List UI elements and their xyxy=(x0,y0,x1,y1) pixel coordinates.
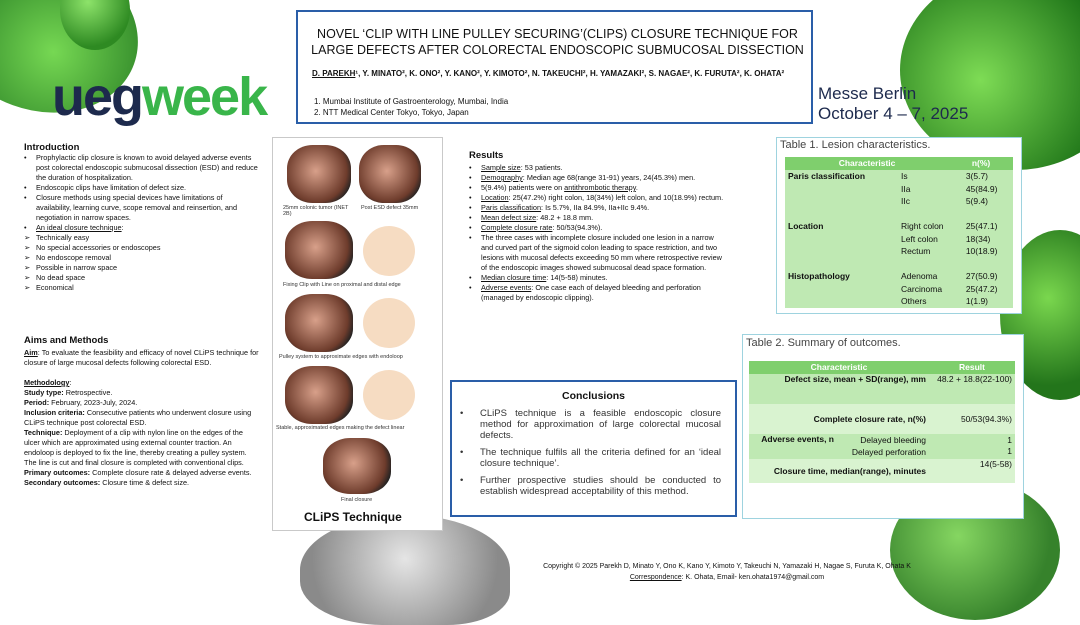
poster-title xyxy=(310,26,805,58)
table-row xyxy=(785,170,1013,183)
table-header-row xyxy=(785,157,1013,170)
table-1-box xyxy=(776,137,1022,314)
table-row xyxy=(785,195,1013,208)
conclusions-heading: Conclusions xyxy=(561,390,625,402)
inclusion-criteria: Inclusion criteria: Consecutive patients who underwent closure using CLiPS technique post colorectal ESD. xyxy=(24,408,252,427)
table-cell: 48.2 + 18.8(22-100) xyxy=(937,373,1012,384)
table-cell: IIc xyxy=(901,196,910,207)
technique-figure xyxy=(272,137,443,531)
table-cell: Is xyxy=(901,171,908,182)
table-cell xyxy=(898,258,963,271)
conclusions-list xyxy=(452,408,735,497)
table-cell: 5(9.4) xyxy=(965,196,989,207)
column-header: Result xyxy=(929,361,1015,374)
table-cell: Complete closure rate, n(%) xyxy=(813,413,926,424)
table-cell xyxy=(963,208,1013,221)
table-cell xyxy=(785,295,898,308)
outcomes-table xyxy=(749,361,1015,483)
list-item: • Adverse events: One case each of delayed bleeding and perforation (managed by endoscopic clipping). xyxy=(469,283,701,302)
table-row xyxy=(749,374,1015,404)
table-header-row xyxy=(749,361,1015,374)
title-line: LARGE DEFECTS AFTER COLORECTAL ENDOSCOPIC SUBMUCOSAL DISSECTION xyxy=(311,43,804,57)
list-item: ➢ No special accessories or endoscopes xyxy=(24,243,161,252)
figure-label: CLiPS Technique xyxy=(304,510,402,524)
table-cell: Carcinoma xyxy=(901,283,943,294)
table-cell xyxy=(785,183,898,196)
table-cell: 1(1.9) xyxy=(965,296,989,307)
table-cell xyxy=(785,208,898,221)
methods-heading: Aims and Methods xyxy=(24,335,109,346)
table-row xyxy=(785,283,1013,296)
list-item: • Sample size: 53 patients. xyxy=(469,163,563,172)
title-box xyxy=(296,10,813,124)
column-header: Characteristic xyxy=(785,157,949,170)
affiliation: 2. NTT Medical Center Tokyo, Tokyo, Japan xyxy=(314,108,469,117)
footer xyxy=(517,561,937,583)
methods-section xyxy=(24,336,259,488)
endoscopy-photo xyxy=(359,145,421,203)
table-cell: 3(5.7) xyxy=(965,171,989,182)
list-item: • Endoscopic clips have limitation of defect size. xyxy=(24,183,187,192)
table-cell: IIa xyxy=(901,183,911,194)
table-cell: 14(5-58) xyxy=(979,458,1012,469)
list-item: ➢ Economical xyxy=(24,283,74,292)
introduction-heading: Introduction xyxy=(24,142,80,153)
introduction-section xyxy=(24,143,259,293)
list-item: • CLiPS technique is a feasible endoscopic closure method for approximation of large colorectal mucosal defects. xyxy=(460,408,721,441)
decorative-liver-graphic xyxy=(300,515,510,625)
introduction-list xyxy=(24,153,259,293)
list-item: • Paris classification: Is 5.7%, IIa 84.9%, IIa+IIc 9.4%. xyxy=(469,203,650,212)
correspondence: Correspondence: K. Ohata, Email- ken.ohata1974@gmail.com xyxy=(629,574,825,581)
lesion-table-body xyxy=(785,170,1013,308)
results-heading: Results xyxy=(469,150,504,161)
table-row xyxy=(749,459,1015,483)
first-author: D. PAREKH xyxy=(312,69,356,78)
table-cell: Delayed perforation xyxy=(851,447,926,458)
figure-caption: Stable, approximated edges making the defect linear xyxy=(276,425,405,431)
figure-caption: Fixing Clip with Line on proximal and distal edge xyxy=(283,282,401,288)
affiliations xyxy=(314,96,508,118)
table-row xyxy=(785,295,1013,308)
endoscopy-photo xyxy=(287,145,351,203)
schematic-drawing xyxy=(363,370,415,420)
list-item: ➢ Possible in narrow space xyxy=(24,263,118,272)
table-caption: Table 1. Lesion characteristics. xyxy=(780,139,931,151)
table-row xyxy=(785,220,1013,233)
primary-outcomes: Primary outcomes: Complete closure rate & delayed adverse events. xyxy=(24,468,252,477)
figure-caption: Pulley system to approximate edges with endoloop xyxy=(279,354,403,360)
aim: Aim: To evaluate the feasibility and efficacy of novel CLiPS technique for closure of large mucosal defects following colorectal ESD. xyxy=(24,348,259,367)
list-item: • Median closure time: 14(5-58) minutes. xyxy=(469,273,608,282)
table-cell: 1 xyxy=(1007,434,1012,445)
figure-caption: Final closure xyxy=(341,497,373,503)
table-row xyxy=(785,233,1013,246)
endoscopy-photo xyxy=(285,221,353,279)
table-cell: 18(34) xyxy=(965,233,991,244)
co-authors: ¹, Y. MINATO², K. ONO², Y. KANO², Y. KIMOTO², N. TAKEUCHI², H. YAMAZAKI², S. NAGAE², K. FURUTA², K. OHATA² xyxy=(355,69,785,78)
table-cell: Paris classification xyxy=(788,171,866,182)
list-item: ➢ No dead space xyxy=(24,273,86,282)
table-row xyxy=(785,183,1013,196)
table-row xyxy=(785,258,1013,271)
table-row xyxy=(785,270,1013,283)
table-cell: Right colon xyxy=(901,221,944,232)
logo-week-text: week xyxy=(142,67,267,127)
copyright: Copyright © 2025 Parekh D, Minato Y, Ono K, Kano Y, Kimoto Y, Takeuchi N, Yamazaki H, Nagae S, Furuta K, Ohata K xyxy=(543,563,911,570)
figure-caption: Post ESD defect 35mm xyxy=(361,205,419,211)
list-item: • The three cases with incomplete closure included one lesion in a narrow and curved part of the sigmoid colon leading to space restriction, and two lesions with mucosal defects exceeding 50 mm where retrospective review of the endoscopic images showed submucosal dead space formation. xyxy=(469,233,722,272)
ueg-week-logo xyxy=(52,67,267,127)
table-row xyxy=(785,208,1013,221)
logo-ueg-text: ueg xyxy=(52,67,143,127)
figure-caption: 25mm colonic tumor (INET 2B) xyxy=(283,205,349,217)
list-item: • Closure methods using special devices have limitations of availability, learning curve, scope removal and reinsertion, and negotiation in narrow spaces. xyxy=(24,193,238,222)
technique: Technique: Deployment of a clip with nylon line on the edges of the ulcer which are approximated using external counter traction. An endoloop is deployed to fix the line, thereby creating a pulley system. The line is cut and final closure is completed with conventional clips. xyxy=(24,428,247,467)
column-header: n(%) xyxy=(949,157,1013,170)
table-cell: 25(47.2) xyxy=(965,283,998,294)
table-cell xyxy=(785,233,898,246)
venue-name: Messe Berlin xyxy=(818,84,917,103)
lesion-table xyxy=(785,157,1013,170)
list-item: ➢ No endoscope removal xyxy=(24,253,112,262)
list-item: ➢ Technically easy xyxy=(24,233,90,242)
table-row xyxy=(749,434,1015,447)
list-item: • The technique fulfils all the criteria defined for an ‘ideal closure technique’. xyxy=(460,447,721,469)
list-item: • Complete closure rate: 50/53(94.3%). xyxy=(469,223,603,232)
table-cell: Histopathology xyxy=(788,271,850,282)
results-list xyxy=(469,163,727,303)
title-line: NOVEL ‘CLIP WITH LINE PULLEY SECURING’(CLIPS) CLOSURE TECHNIQUE FOR xyxy=(317,27,798,41)
table-cell: 10(18.9) xyxy=(965,246,998,257)
endoscopy-photo xyxy=(285,294,353,352)
table-cell xyxy=(785,245,898,258)
study-type: Study type: Retrospective. xyxy=(24,388,113,397)
period: Period: February, 2023-July, 2024. xyxy=(24,398,138,407)
authors xyxy=(312,68,807,79)
table-cell: Location xyxy=(788,221,824,232)
venue-dates: October 4 – 7, 2025 xyxy=(818,104,969,123)
list-item: • Location: 25(47.2%) right colon, 18(34%) left colon, and 10(18.9%) rectum. xyxy=(469,193,724,202)
table-caption: Table 2. Summary of outcomes. xyxy=(746,337,901,349)
table-row xyxy=(785,245,1013,258)
table-cell: Closure time, median(range), minutes xyxy=(773,465,926,476)
schematic-drawing xyxy=(363,298,415,348)
table-cell: Left colon xyxy=(901,233,938,244)
table-cell: 50/53(94.3%) xyxy=(960,413,1012,424)
conclusions-box xyxy=(450,380,737,517)
table-cell: 45(84.9) xyxy=(965,183,998,194)
column-header: Characteristic xyxy=(749,361,929,374)
table-cell: Rectum xyxy=(901,246,931,257)
table-cell: 1 xyxy=(1007,446,1012,456)
table-row xyxy=(749,404,1015,434)
affiliation: 1. Mumbai Institute of Gastroenterology, Mumbai, India xyxy=(314,97,509,106)
table-cell xyxy=(785,195,898,208)
table-cell xyxy=(898,208,963,221)
venue xyxy=(818,84,968,124)
table-cell: 27(50.9) xyxy=(965,271,998,282)
schematic-drawing xyxy=(363,226,415,276)
table-cell: Others xyxy=(901,296,927,307)
endoscopy-photo xyxy=(323,438,391,494)
list-item: • Demography: Median age 68(range 31-91) years, 24(45.3%) men. xyxy=(469,173,696,182)
secondary-outcomes: Secondary outcomes: Closure time & defect size. xyxy=(24,478,190,487)
table-2-box xyxy=(742,334,1024,519)
list-item: • Prophylactic clip closure is known to avoid delayed adverse events post colorectal endoscopic submucosal dissection (ESD) and reduce the duration of hospitalization. xyxy=(24,153,258,182)
table-cell: Adverse events, n xyxy=(761,433,834,444)
list-item: • Further prospective studies should be conducted to establish widespread acceptability of this method. xyxy=(460,475,721,497)
table-cell xyxy=(785,283,898,296)
list-item: • Mean defect size: 48.2 + 18.8 mm. xyxy=(469,213,594,222)
table-cell: Defect size, mean + SD(range), mm xyxy=(784,373,926,384)
table-cell xyxy=(785,258,898,271)
list-item: • An ideal closure technique: xyxy=(24,223,124,232)
table-cell: Delayed bleeding xyxy=(860,434,926,445)
table-cell xyxy=(963,258,1013,271)
endoscopy-photo xyxy=(285,366,353,424)
results-section xyxy=(469,151,727,303)
list-item: • 5(9.4%) patients were on antithrombotic therapy. xyxy=(469,183,638,192)
table-cell: Adenoma xyxy=(901,271,938,282)
methodology-label: Methodology: xyxy=(24,378,72,387)
table-cell: 25(47.1) xyxy=(965,221,998,232)
